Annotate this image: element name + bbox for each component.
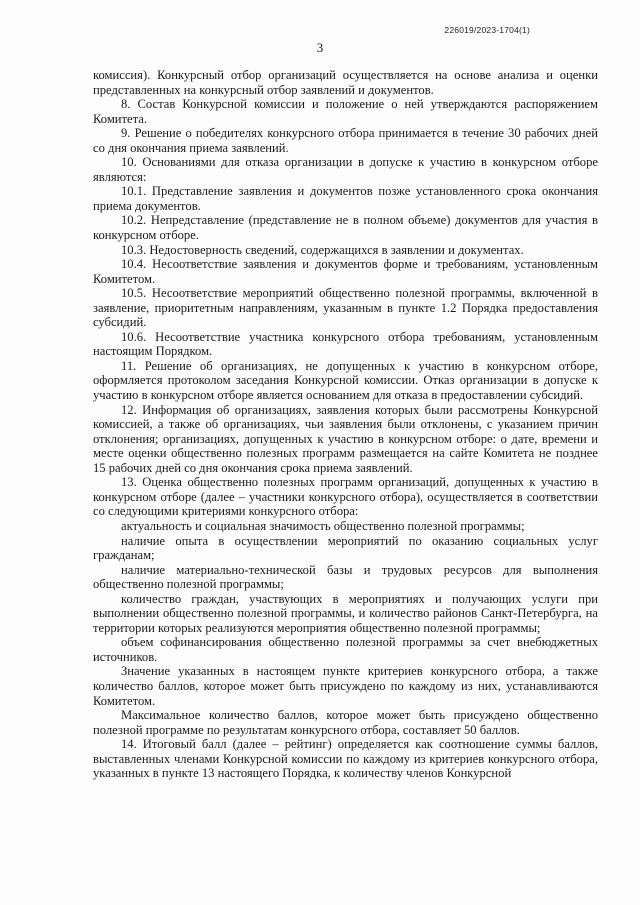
- paragraph-10-4: 10.4. Несоответствие заявления и документов форме и требованиям, установленным Комитетом.: [93, 257, 598, 286]
- document-registration-number: 226019/2023-1704(1): [444, 25, 530, 35]
- paragraph-12: 12. Информация об организациях, заявления которых были рассмотрены Конкурсной комиссией, а также об организациях, чьи заявления были отклонены, с указанием причин отклонения; организациях, допущенных к участию в конкурсном отборе: о дате, времени и месте оценки общественно полезных программ размещается на сайте Комитета не позднее 15 рабочих дней со дня окончания срока приема заявлений.: [93, 402, 598, 475]
- paragraph-9: 9. Решение о победителях конкурсного отбора принимается в течение 30 рабочих дней со дня окончания приема заявлений.: [93, 126, 598, 155]
- paragraph-10-2: 10.2. Непредставление (представление не в полном объеме) документов для участия в конкурсном отборе.: [93, 213, 598, 243]
- paragraph-criteria-values: Значение указанных в настоящем пункте критериев конкурсного отбора, а также количество баллов, которое может быть присуждено по каждому из них, устанавливаются Комитетом.: [93, 664, 598, 708]
- paragraph-11: 11. Решение об организациях, не допущенных к участию в конкурсном отборе, оформляется протоколом заседания Конкурсной комиссии. Отказ организации в допуске к участию в конкурсном отборе является основанием для отказа в предоставлении субсидий.: [93, 358, 598, 403]
- document-body: [93, 68, 598, 781]
- criterion-cofinancing: объем софинансирования общественно полезной программы за счет внебюджетных источников.: [93, 635, 598, 664]
- paragraph-10-6: 10.6. Несоответствие участника конкурсного отбора требованиям, установленным настоящим Порядком.: [93, 329, 598, 359]
- paragraph-10: 10. Основаниями для отказа организации в допуске к участию в конкурсном отборе являются:: [93, 155, 598, 184]
- paragraph-10-3: 10.3. Недостоверность сведений, содержащихся в заявлении и документах.: [121, 242, 524, 257]
- paragraph-13: 13. Оценка общественно полезных программ организаций, допущенных к участию в конкурсном отборе (далее – участники конкурсного отбора), осуществляется в соответствии со следующими критериями конкурсного отбора:: [93, 475, 598, 519]
- paragraph-14: 14. Итоговый балл (далее – рейтинг) определяется как соотношение суммы баллов, выставленных членами Конкурсной комиссии по каждому из критериев конкурсного отбора, указанных в пункте 13 настоящего Порядка, к количеству членов Конкурсной: [93, 737, 598, 781]
- criterion-relevance: актуальность и социальная значимость общественно полезной программы;: [121, 518, 525, 533]
- paragraph-10-1: 10.1. Представление заявления и документов позже установленного срока окончания приема документов.: [93, 184, 598, 213]
- paragraph-max-score: Максимальное количество баллов, которое может быть присуждено общественно полезной программе по результатам конкурсного отбора, составляет 50 баллов.: [93, 708, 598, 737]
- paragraph-continuation: комиссия). Конкурсный отбор организаций осуществляется на основе анализа и оценки представленных на конкурсный отбор заявлений и документов.: [93, 68, 598, 97]
- page-number: 3: [316, 40, 324, 55]
- paragraph-10-5: 10.5. Несоответствие мероприятий общественно полезной программы, включенной в заявление, приоритетным направлениям, указанным в пункте 1.2 Порядка предоставления субсидий.: [93, 286, 598, 330]
- criterion-participants: количество граждан, участвующих в мероприятиях и получающих услуги при выполнении общественно полезной программы, и количество районов Санкт-Петербурга, на территории которых реализуются мероприятия общественно полезной программы;: [93, 591, 598, 635]
- criterion-resources: наличие материально-технической базы и трудовых ресурсов для выполнения общественно полезной программы;: [93, 562, 598, 592]
- criterion-experience: наличие опыта в осуществлении мероприятий по оказанию социальных услуг гражданам;: [93, 533, 598, 563]
- paragraph-8: 8. Состав Конкурсной комиссии и положение о ней утверждаются распоряжением Комитета.: [93, 97, 598, 126]
